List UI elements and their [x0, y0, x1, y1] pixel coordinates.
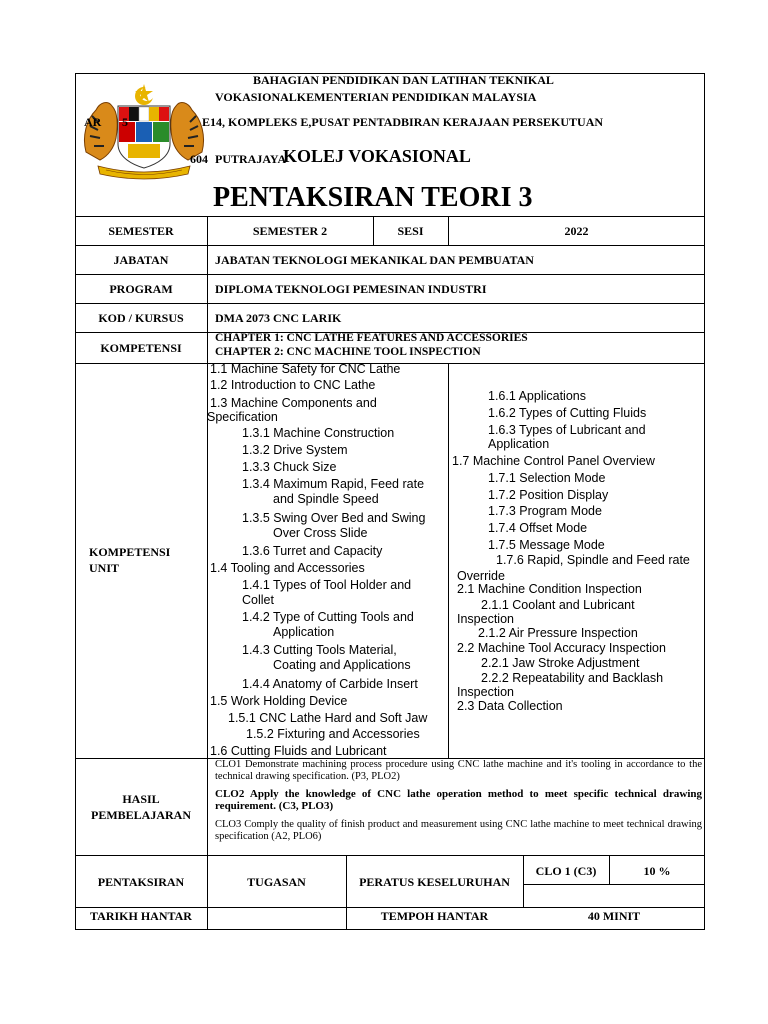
list-item: 1.7.4 Offset Mode	[488, 521, 588, 535]
list-item: Application	[488, 437, 550, 451]
list-item: Application	[273, 625, 335, 639]
list-item: 1.5.1 CNC Lathe Hard and Soft Jaw	[228, 711, 428, 725]
list-item: 2.1 Machine Condition Inspection	[457, 582, 642, 596]
list-item: 2.1.2 Air Pressure Inspection	[478, 626, 638, 640]
college-name: KOLEJ VOKASIONAL	[283, 146, 471, 166]
unit-label-1: KOMPETENSI	[89, 545, 171, 559]
page-title: PENTAKSIRAN TEORI 3	[213, 182, 533, 213]
list-item: 1.7.3 Program Mode	[488, 504, 602, 518]
tugasan-value: TUGASAN	[247, 875, 306, 889]
list-item: and Spindle Speed	[273, 492, 379, 506]
list-item: 1.3.2 Drive System	[242, 443, 348, 457]
clo-label: CLO 1 (C3)	[535, 864, 597, 878]
tarikh-label: TARIKH HANTAR	[90, 909, 192, 923]
pentaksiran-label: PENTAKSIRAN	[97, 875, 185, 889]
list-item: 1.3.1 Machine Construction	[242, 426, 395, 440]
list-item: Inspection	[457, 612, 514, 626]
list-item: 1.4.1 Types of Tool Holder and	[242, 578, 412, 592]
list-item: 1.5 Work Holding Device	[210, 694, 348, 708]
kompetensi-line-1: CHAPTER 1: CNC LATHE FEATURES AND ACCESSORIES	[215, 332, 528, 344]
list-item: 2.2.1 Jaw Stroke Adjustment	[481, 656, 640, 670]
sesi-value: 2022	[564, 224, 589, 238]
list-item: 1.6 Cutting Fluids and Lubricant	[210, 744, 387, 758]
list-item: 1.6.2 Types of Cutting Fluids	[488, 406, 647, 420]
program-value: DIPLOMA TEKNOLOGI PEMESINAN INDUSTRI	[215, 282, 487, 296]
list-item: 1.6.3 Types of Lubricant and	[488, 423, 646, 437]
percent-value: 10 %	[643, 864, 671, 878]
list-item: 1.3.4 Maximum Rapid, Feed rate	[242, 477, 425, 491]
header-line-2: VOKASIONALKEMENTERIAN PENDIDIKAN MALAYSIA	[215, 90, 537, 104]
tempoh-label: TEMPOH HANTAR	[380, 909, 489, 923]
clo2-text: CLO2 Apply the knowledge of CNC lathe operation method to meet specific technical drawing requirement. (C3, PLO3)	[215, 788, 702, 812]
header-city: PUTRAJAYA	[215, 152, 287, 166]
semester-label: SEMESTER	[108, 224, 174, 238]
list-item: Specification	[207, 410, 278, 424]
list-item: Inspection	[457, 685, 514, 699]
tempoh-value: 40 MINIT	[587, 909, 641, 923]
list-item: Override	[457, 569, 505, 583]
list-item: 2.2.2 Repeatability and Backlash	[481, 671, 664, 685]
clo3-text: CLO3 Comply the quality of finish product and measurement using CNC lathe machine to meet technical drawing specification (A2, PLO6)	[215, 819, 702, 842]
list-item: 1.4.2 Type of Cutting Tools and	[242, 610, 414, 624]
list-item: 1.7.5 Message Mode	[488, 538, 605, 552]
jabatan-label: JABATAN	[113, 253, 169, 267]
list-item: 1.4 Tooling and Accessories	[210, 561, 365, 575]
semester-value: SEMESTER 2	[252, 224, 328, 238]
list-item: 2.2 Machine Tool Accuracy Inspection	[457, 641, 666, 655]
list-item: Over Cross Slide	[273, 526, 368, 540]
program-label: PROGRAM	[109, 282, 173, 296]
header-line-1: BAHAGIAN PENDIDIKAN DAN LATIHAN TEKNIKAL	[253, 73, 554, 87]
list-item: 1.7.2 Position Display	[488, 488, 609, 502]
header-line-3: E14, KOMPLEKS E,PUSAT PENTADBIRAN KERAJAAN PERSEKUTUAN	[202, 115, 604, 129]
list-item: 1.4.4 Anatomy of Carbide Insert	[242, 677, 418, 691]
list-item: 1.5.2 Fixturing and Accessories	[246, 727, 420, 741]
kompetensi-line-2: CHAPTER 2: CNC MACHINE TOOL INSPECTION	[215, 346, 481, 358]
kod-value: DMA 2073 CNC LARIK	[215, 311, 342, 325]
list-item: 2.3 Data Collection	[457, 699, 563, 713]
list-item: 1.7.6 Rapid, Spindle and Feed rate	[496, 553, 690, 567]
jabatan-value: JABATAN TEKNOLOGI MEKANIKAL DAN PEMBUATAN	[215, 253, 534, 267]
peratus-label: PERATUS KESELURUHAN	[359, 875, 510, 889]
list-item: 1.3.6 Turret and Capacity	[242, 544, 383, 558]
list-item: Coating and Applications	[273, 658, 411, 672]
list-item: 1.7 Machine Control Panel Overview	[452, 454, 655, 468]
list-item: 1.3 Machine Components and	[210, 396, 377, 410]
sesi-label: SESI	[397, 224, 424, 238]
unit-label-2: UNIT	[89, 561, 120, 575]
list-item: 1.3.5 Swing Over Bed and Swing	[242, 511, 426, 525]
list-item: 1.2 Introduction to CNC Lathe	[210, 378, 376, 392]
header-line-3-mid: 5	[122, 115, 128, 129]
kod-label: KOD / KURSUS	[98, 311, 184, 325]
list-item: 1.7.1 Selection Mode	[488, 471, 606, 485]
list-item: 1.3.3 Chuck Size	[242, 460, 337, 474]
list-item: 1.1 Machine Safety for CNC Lathe	[210, 362, 401, 376]
list-item: 1.4.3 Cutting Tools Material,	[242, 643, 397, 657]
hasil-label-1: HASIL	[122, 792, 160, 806]
kompetensi-label: KOMPETENSI	[100, 341, 182, 355]
list-item: Collet	[242, 593, 274, 607]
header-line-3-prefix: AR	[84, 115, 102, 129]
list-item: 2.1.1 Coolant and Lubricant	[481, 598, 635, 612]
header-line-4-code: 604	[190, 152, 208, 166]
clo1-text: CLO1 Demonstrate machining process procedure using CNC lathe machine and it's tooling in accordance to the technical drawing specification. (P3, PLO2)	[215, 759, 702, 782]
hasil-label-2: PEMBELAJARAN	[90, 808, 191, 822]
list-item: 1.6.1 Applications	[488, 389, 586, 403]
